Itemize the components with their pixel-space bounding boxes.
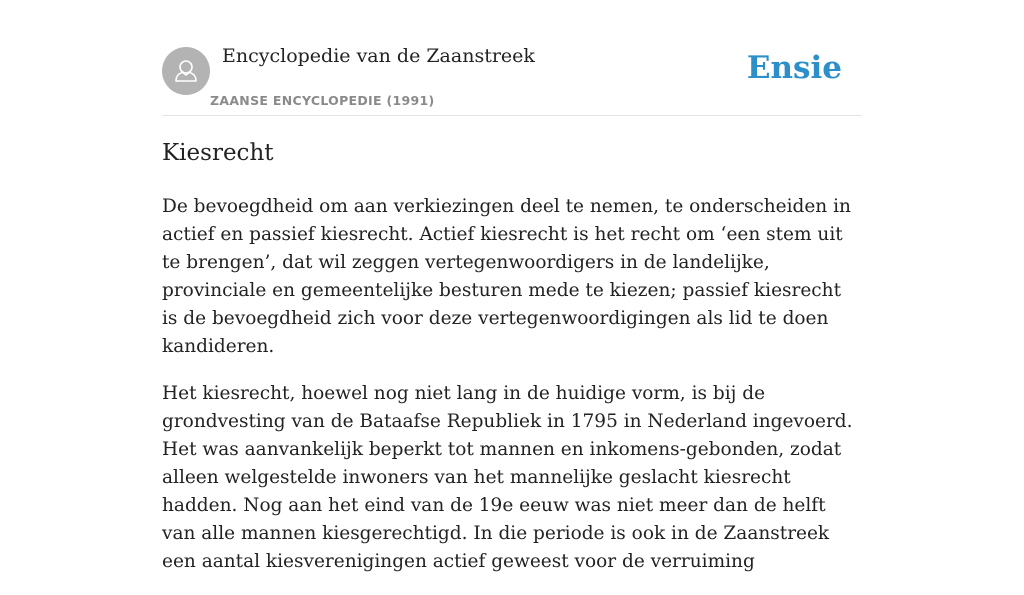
avatar[interactable] — [162, 47, 210, 95]
source-title-link[interactable]: Encyclopedie van de Zaanstreek — [222, 45, 535, 67]
ensie-logo-link[interactable]: Ensie — [746, 50, 842, 86]
source-header — [162, 0, 862, 116]
article-paragraph: Het kiesrecht, hoewel nog niet lang in de huidige vorm, is bij de grondvesting van de Bataafse Republiek in 1795 in Nederland ingevoerd. Het was aanvankelijk beperkt tot mannen en inkomens-gebonden, zodat alleen welgestelde inwoners van het mannelijke geslacht kiesrecht hadden. Nog aan het eind van de 19e eeuw was niet meer dan de helft van alle mannen kiesgerechtigd. In die periode is ook in de Zaanstreek een aantal kiesverenigingen actief geweest voor de verruiming — [162, 383, 853, 572]
content-column — [162, 0, 862, 572]
article-body — [162, 193, 862, 595]
article-title: Kiesrecht — [162, 140, 274, 166]
user-silhouette-icon — [162, 47, 210, 95]
article-paragraph: De bevoegdheid om aan verkiezingen deel te nemen, te onderscheiden in actief en passief kiesrecht. Actief kiesrecht is het recht om ‘een stem uit te brengen’, dat wil zeggen vertegenwoordigers in de landelijke, provinciale en gemeentelijke besturen mede te kiezen; passief kiesrecht is de bevoegdheid zich voor deze vertegenwoordigingen als lid te doen kandideren. — [162, 196, 851, 357]
source-subtitle: ZAANSE ENCYCLOPEDIE (1991) — [210, 93, 435, 108]
